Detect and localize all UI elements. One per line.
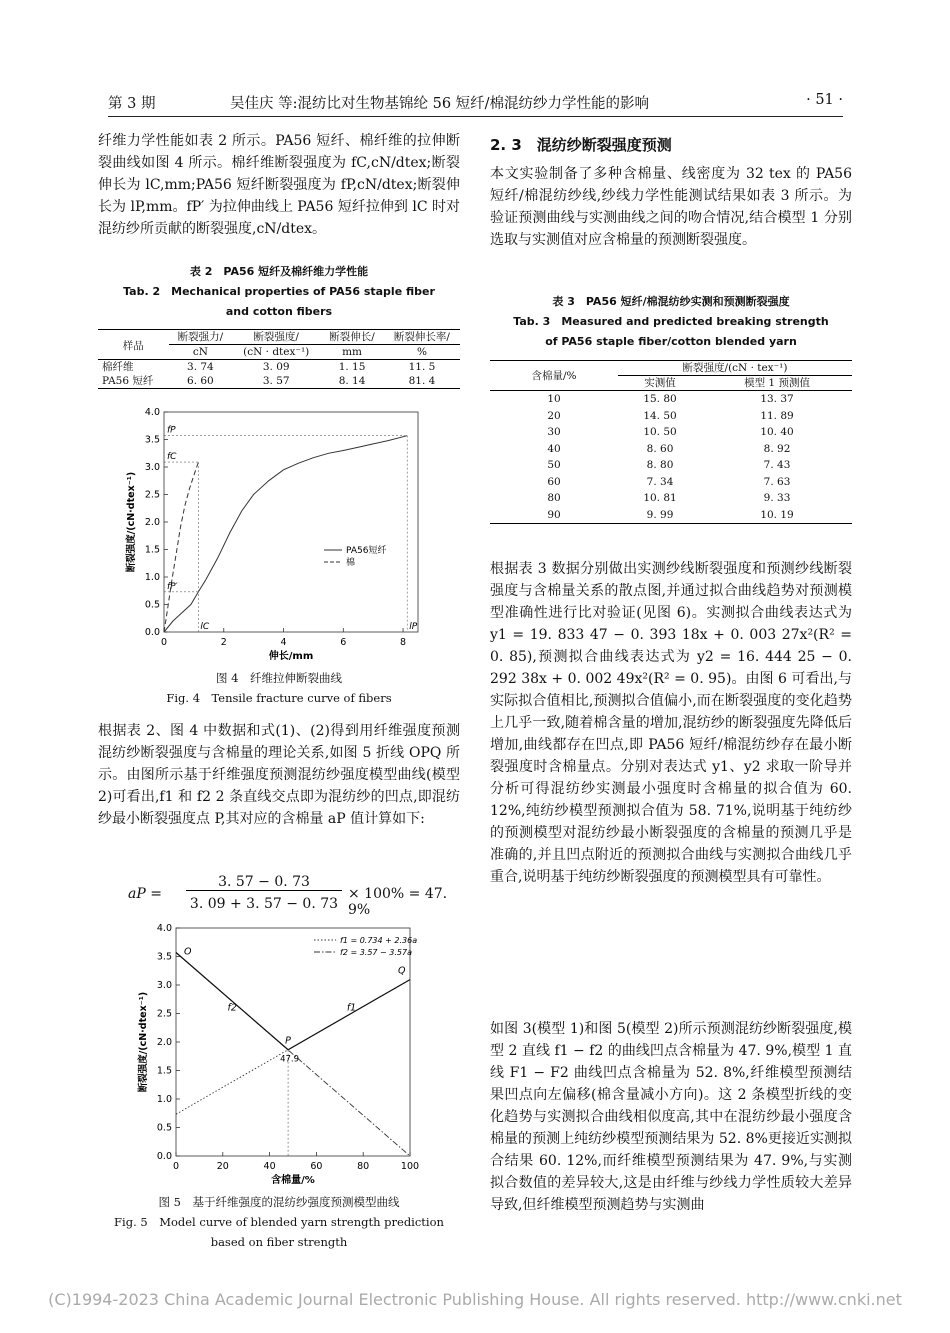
table-cell: 80 xyxy=(547,492,561,504)
table-row xyxy=(490,424,852,441)
table-cell: 30 xyxy=(547,426,561,438)
formula-ap xyxy=(128,874,458,918)
section-heading-2-3: 2. 3 混纺纱断裂强度预测 xyxy=(490,136,672,154)
table-cell: 9. 33 xyxy=(763,492,791,504)
right-paragraph-2: 根据表 3 数据分别做出实测纱线断裂强度和预测纱线断裂强度与含棉量关系的散点图,并通过拟合曲线趋势对预测模型准确性进行比对验证(见图 6)。实测拟合曲线表达式为 y1 = 19. 833 47 − 0. 393 18x + 0. 003 27x²(R² = 0. 85),预测拟合曲线表达式为 y2 = 16. 444 25 − 0. 292 38x + 0. 002 49x²(R² = 0. 95)。由图 6 可看出,与实际拟合值相比,预测拟合值偏小,而在断裂强度的变化趋势上几乎一致,随着棉含量的增加,混纺纱的断裂强度先降低后增加,曲线都存在凹点,即 PA56 短纤/棉混纺纱存在最小断裂强度时含棉量点。分别对表达式 y1、y2 求取一阶导并分析可得混纺纱实测最小强度时含棉量的拟合值为 60. 12%,纯纺纱模型预测拟合值为 58. 71%,说明基于纯纺纱的预测模型对混纺纱最小断裂强度的含棉量的预测几乎是准确的,并且凹点附近的预测拟合曲线与实测拟合曲线几乎重合,说明基于纯纺纱断裂强度的预测模型具有可靠性。 xyxy=(490,561,852,885)
table-cell: 50 xyxy=(547,459,561,471)
table2-header-strength: 断裂强度/ xyxy=(253,331,299,343)
annotation-q: Q xyxy=(398,965,406,977)
table2-header-sample: 样品 xyxy=(122,339,144,352)
annotation-o: O xyxy=(184,946,192,958)
x-tick-label: 20 xyxy=(216,1161,229,1172)
y-tick-label: 4.0 xyxy=(144,407,160,418)
y-axis-label: 断裂强度/(cN·dtex⁻¹) xyxy=(126,471,137,573)
table-cell: 90 xyxy=(547,508,561,521)
figure4-caption-cn: 图 4 纤维拉伸断裂曲线 xyxy=(216,671,342,685)
x-tick-label: 2 xyxy=(220,637,227,648)
annotation-fp-prime: fP′ xyxy=(167,581,178,592)
table-cell: 8. 60 xyxy=(646,442,674,455)
x-tick-label: 0 xyxy=(172,1161,180,1172)
table-cell: 10 xyxy=(547,393,561,405)
figure4-caption-en: Fig. 4 Tensile fracture curve of fibers xyxy=(166,691,392,705)
table-cell: 60 xyxy=(547,475,561,488)
table-cell: 8. 14 xyxy=(338,375,366,387)
table-cell: 7. 43 xyxy=(763,459,791,471)
annotation-p: P xyxy=(285,1035,291,1047)
table2-caption-en-1: Tab. 2 Mechanical properties of PA56 staple fiber xyxy=(123,285,435,298)
y-tick-label: 2.5 xyxy=(144,489,160,501)
y-tick-label: 3.0 xyxy=(144,462,160,473)
plot-frame xyxy=(164,412,418,632)
table2-header-elongation-rate: 断裂伸长率/ xyxy=(393,331,450,343)
figure4-chart xyxy=(118,404,428,666)
article-title: 吴佳庆 等:混纺比对生物基锦纶 56 短纤/棉混纺纱力学性能的影响 xyxy=(230,96,650,112)
x-tick-label: 60 xyxy=(310,1161,323,1172)
table-cell: 81. 4 xyxy=(408,375,436,387)
issue-number: 第 3 期 xyxy=(108,96,156,112)
x-tick-label: 80 xyxy=(357,1161,370,1172)
legend-label: 棉 xyxy=(346,558,356,568)
table-row xyxy=(490,408,852,425)
table-cell: 9. 99 xyxy=(646,508,674,521)
table-cell: 8. 92 xyxy=(763,442,791,455)
annotation-lc: lC xyxy=(200,622,210,632)
x-tick-label: 100 xyxy=(400,1161,420,1172)
table-cell: 10. 50 xyxy=(643,426,677,438)
x-tick-label: 4 xyxy=(280,637,287,648)
table2-caption-en-2: and cotton fibers xyxy=(225,305,333,318)
legend-label: f2 = 3.57 − 3.57a xyxy=(340,948,413,957)
y-tick-label: 1.5 xyxy=(144,544,160,556)
x-tick-label: 8 xyxy=(400,637,407,648)
table2-unit: cN xyxy=(192,346,208,358)
y-tick-label: 3.5 xyxy=(144,434,160,446)
table3-header-measured: 实测值 xyxy=(644,377,676,389)
table2-unit: mm xyxy=(342,346,363,358)
y-tick-label: 3.0 xyxy=(156,980,172,991)
table-cell: 7. 63 xyxy=(763,475,791,488)
left-intro-paragraph: 纤维力学性能如表 2 所示。PA56 短纤、棉纤维的拉伸断裂曲线如图 4 所示。棉纤维断裂强度为 fC,cN/dtex;断裂伸长为 lC,mm;PA56 短纤断裂强度为 fP,cN/dtex;断裂伸长为 lP,mm。fP′ 为拉伸曲线上 PA56 短纤拉伸到 lC 时对混纺纱所贡献的断裂强度,cN/dtex。 xyxy=(98,133,460,237)
table-cell: 20 xyxy=(547,409,561,422)
table2-caption xyxy=(98,262,460,322)
y-tick-label: 1.0 xyxy=(156,1094,172,1105)
x-tick-label: 6 xyxy=(340,637,347,648)
table-cell: 3. 57 xyxy=(262,375,290,387)
y-tick-label: 0.5 xyxy=(144,599,160,611)
y-tick-label: 1.0 xyxy=(144,572,160,583)
table-cell: 11. 89 xyxy=(760,409,794,422)
y-tick-label: 2.0 xyxy=(144,517,160,528)
table3-caption-cn: 表 3 PA56 短纤/棉混纺纱实测和预测断裂强度 xyxy=(552,295,790,308)
table3 xyxy=(490,360,852,524)
table3-header-cotton: 含棉量/% xyxy=(531,369,577,382)
annotation-fp: fP xyxy=(167,425,176,436)
table-cell: 15. 80 xyxy=(643,393,677,405)
series-line-1 xyxy=(164,436,407,632)
annotation-lp: lP xyxy=(409,622,418,632)
table-row xyxy=(490,507,852,524)
table-cell: 13. 37 xyxy=(760,393,794,405)
table-cell: 10. 40 xyxy=(760,426,794,438)
table3-header-strength: 断裂强度/(cN · tex⁻¹) xyxy=(618,361,852,376)
table-row xyxy=(490,474,852,491)
table3-caption-en-2: of PA56 staple fiber/cotton blended yarn xyxy=(545,335,797,348)
table-cell: 14. 50 xyxy=(643,409,677,422)
table3-caption-en-1: Tab. 3 Measured and predicted breaking strength xyxy=(513,315,829,328)
y-tick-label: 1.5 xyxy=(156,1065,172,1077)
y-tick-label: 0.0 xyxy=(156,1151,172,1162)
figure5-caption xyxy=(98,1192,460,1252)
formula-rhs: × 100% = 47. 9% xyxy=(348,886,448,918)
annotation-f1: f1 xyxy=(346,1002,357,1014)
table-cell: 3. 74 xyxy=(187,361,214,373)
table-cell: 40 xyxy=(547,442,561,455)
polyline-opq xyxy=(176,953,410,1050)
y-tick-label: 0.0 xyxy=(144,627,160,638)
table-row xyxy=(490,457,852,474)
x-tick-label: 0 xyxy=(160,637,168,648)
copyright-footer: (C)1994-2023 China Academic Journal Electronic Publishing House. All rights reserved. http://www.cnki.net xyxy=(48,1290,902,1309)
x-axis-label: 含棉量/% xyxy=(271,1175,315,1186)
y-tick-label: 4.0 xyxy=(156,923,172,934)
table-cell: 10. 81 xyxy=(643,492,677,504)
table-row xyxy=(490,391,852,408)
table-row xyxy=(490,441,852,458)
formula-lhs: aP = xyxy=(128,886,162,902)
legend-label: f1 = 0.734 + 2.36a xyxy=(340,936,418,945)
table-cell: PA56 短纤 xyxy=(102,375,154,387)
left-paragraph-2: 根据表 2、图 4 中数据和式(1)、(2)得到用纤维强度预测混纺纱断裂强度与含棉量的理论关系,如图 5 折线 OPQ 所示。由图所示基于纤维强度预测混纺纱强度模型曲线(模型 2)可看出,f1 和 f2 2 条直线交点即为混纺纱的凹点,即混纺纱最小断裂强度点 P,其对应的含棉量 aP 值计算如下: xyxy=(98,723,460,827)
table-cell: 6. 60 xyxy=(187,375,214,387)
right-paragraph-1: 本文实验制备了多种含棉量、线密度为 32 tex 的 PA56 短纤/棉混纺纱线,纱线力学性能测试结果如表 3 所示。为验证预测曲线与实测曲线之间的吻合情况,结合模型 1 分别选取与实测值对应含棉量的预测断裂强度。 xyxy=(490,166,852,248)
table-cell: 3. 09 xyxy=(262,361,290,373)
x-axis-label: 伸长/mm xyxy=(268,651,314,662)
y-axis-label: 断裂强度/(cN·dtex⁻¹) xyxy=(138,991,149,1093)
table2-header-elongation: 断裂伸长/ xyxy=(329,331,375,343)
table-row xyxy=(98,360,460,375)
legend-label: PA56短纤 xyxy=(346,546,387,556)
page-number: · 51 · xyxy=(806,92,843,108)
right-paragraph-3: 如图 3(模型 1)和图 5(模型 2)所示预测混纺纱断裂强度,模型 2 直线 f1 − f2 的曲线凹点含棉量为 47. 9%,模型 1 直线 F1 − F2 曲线凹点含棉量为 52. 8%,纤维模型预测结果凹点向左偏移(棉含量减小方向)。这 2 条模型折线的变化趋势与实测拟合曲线相似度高,其中在混纺纱最小强度含棉量的预测上纯纺纱模型预测结果为 52. 8%更接近实测拟合结果 60. 12%,而纤维模型预测结果为 47. 9%,与实测拟合数值的差异较大,这是由纤维与纱线力学性质较大差异导致,但纤维模型预测趋势与实测曲 xyxy=(490,1021,852,1213)
figure5-caption-en-2: based on fiber strength xyxy=(210,1235,348,1249)
table2-unit: (cN · dtex⁻¹) xyxy=(243,346,310,358)
table2-caption-cn: 表 2 PA56 短纤及棉纤维力学性能 xyxy=(189,265,369,278)
figure4-caption xyxy=(98,668,460,708)
table-cell: 7. 34 xyxy=(646,475,674,488)
annotation-f2: f2 xyxy=(227,1002,237,1014)
x-tick-label: 40 xyxy=(263,1161,276,1172)
table-row xyxy=(98,374,460,389)
table3-caption xyxy=(490,292,852,352)
formula-denominator: 3. 09 + 3. 57 − 0. 73 xyxy=(189,896,339,912)
table-row xyxy=(490,490,852,507)
table-cell: 8. 80 xyxy=(646,459,674,471)
series-line-2 xyxy=(164,462,198,632)
table2 xyxy=(98,329,460,389)
figure5-caption-cn: 图 5 基于纤维强度的混纺纱强度预测模型曲线 xyxy=(158,1195,400,1209)
table3-header-predicted: 模型 1 预测值 xyxy=(744,377,810,389)
plot-frame xyxy=(176,928,413,1156)
y-tick-label: 2.0 xyxy=(156,1037,172,1048)
annotation-47-9: 47.9 xyxy=(280,1054,300,1065)
figure5-chart xyxy=(126,920,426,1190)
y-tick-label: 2.5 xyxy=(156,1008,172,1020)
running-header xyxy=(108,90,843,117)
table2-unit: % xyxy=(416,346,427,358)
table-cell: 10. 19 xyxy=(760,508,794,521)
figure5-caption-en-1: Fig. 5 Model curve of blended yarn strength prediction xyxy=(114,1215,444,1229)
formula-numerator: 3. 57 − 0. 73 xyxy=(186,874,342,891)
table-cell: 棉纤维 xyxy=(102,361,134,373)
y-tick-label: 3.5 xyxy=(156,951,172,963)
table-cell: 1. 15 xyxy=(338,361,366,373)
annotation-fc: fC xyxy=(167,452,177,463)
y-tick-label: 0.5 xyxy=(156,1122,172,1134)
table2-header-force: 断裂强力/ xyxy=(177,331,224,343)
table-cell: 11. 5 xyxy=(408,361,436,373)
